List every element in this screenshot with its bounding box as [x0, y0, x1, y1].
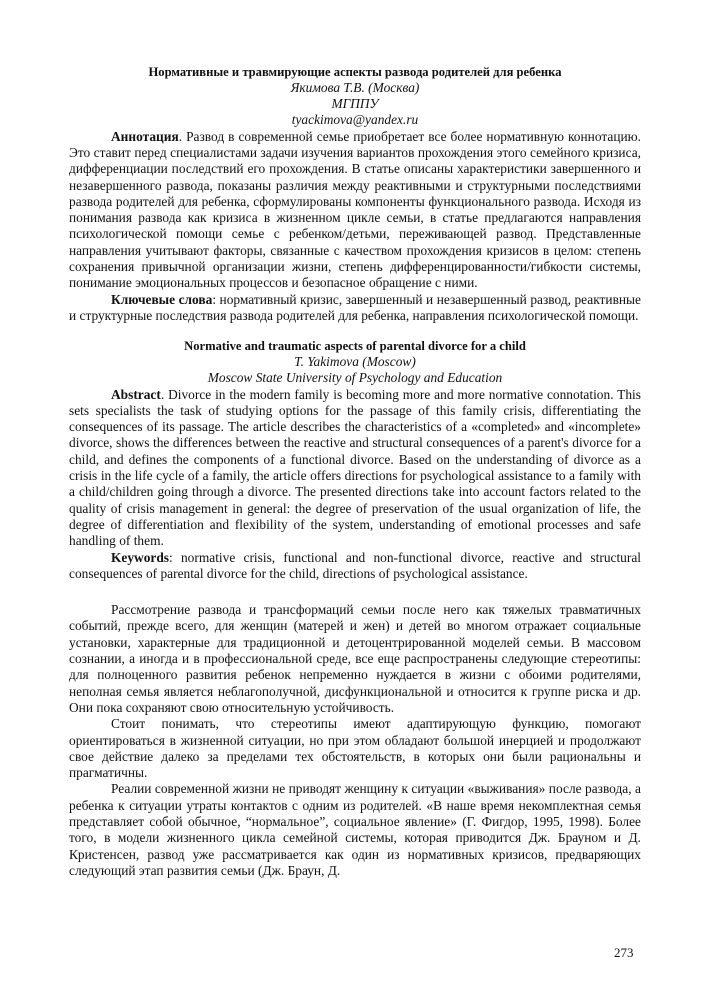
- body-paragraph: Стоит понимать, что стереотипы имеют адаптирующую функцию, помогают ориентироваться в жизненной ситуации, но при этом обладают большой инерцией и продолжают свое действие далеко за пределами тех обстоятельств, в которых они были рациональны и прагматичны.: [69, 716, 641, 781]
- ru-keywords-label: Ключевые слова: [111, 291, 213, 307]
- en-keywords-text: : normative crisis, functional and non-functional divorce, reactive and structural consequences of parental divorce for the child, directions of psychological assistance.: [69, 549, 641, 581]
- body-paragraph: Реалии современной жизни не приводят женщину к ситуации «выживания» после развода, а ребенка к ситуации утраты контактов с одним из родителей. «В наше время некомплектная семья представляет собой обычное, “нормальное”, социальное явление» (Г. Фигдор, 1995, 1998). Более того, в модели жизненного цикла семейной системы, которая приводится Дж. Брауном и Д. Кристенсен, развод уже рассматривается как один из нормативных кризисов, предваряющих следующий этап развития семьи (Дж. Браун, Д.: [69, 781, 641, 878]
- body-paragraph: Рассмотрение развода и трансформаций семьи после него как тяжелых травматичных событий, прежде всего, для женщин (матерей и жен) и детей во многом отражает социальные установки, характерные для традиционной и детоцентрированной моделей семьи. В массовом сознании, а иногда и в профессиональной среде, все еще распространены следующие стереотипы: для полноценного развития ребенок непременно нуждается в жизни с обоими родителями, неполная семья является неблагополучной, дисфункциональной и относится к группе риска и др. Они пока сохраняют свою относительную устойчивость.: [69, 602, 641, 715]
- ru-keywords-text: : нормативный кризис, завершенный и незавершенный развод, реактивные и структурные последствия развода родителей для ребенка, направления психологической помощи.: [69, 291, 641, 323]
- en-author: T. Yakimova (Moscow): [294, 354, 416, 370]
- page-number: 273: [614, 945, 634, 960]
- ru-keywords: [69, 292, 641, 325]
- ru-affiliation: МГППУ: [331, 96, 379, 112]
- ru-abstract-label: Аннотация: [111, 128, 179, 144]
- en-keywords-label: Keywords: [111, 549, 170, 565]
- en-abstract-label: Abstract: [111, 386, 161, 402]
- article-page: [69, 64, 641, 879]
- ru-title: Нормативные и травмирующие аспекты развода родителей для ребенка: [148, 65, 562, 79]
- ru-email: tyackimova@yandex.ru: [291, 112, 419, 128]
- en-title: Normative and traumatic aspects of parental divorce for a child: [184, 339, 526, 354]
- en-abstract: [69, 387, 641, 550]
- ru-abstract: [69, 129, 641, 292]
- ru-author: Якимова Т.В. (Москва): [290, 80, 420, 95]
- ru-abstract-text: . Развод в современной семье приобретает все более нормативную коннотацию. Это ставит перед специалистами задачи изучения вариантов прохождения этого семейного кризиса, дифференциации последствий его прохождения. В статье описаны характеристики завершенного и незавершенного развода, показаны различия между реактивными и структурными последствиями развода родителей для ребенка, сформулированы компоненты функционального развода. Исходя из понимания развода как кризиса в жизненном цикле семьи, в статье предлагаются направления психологической помощи семье с ребенком/детьми, переживающей развод. Представленные направления учитывают факторы, связанные с качеством прохождения кризисов в целом: степень сохранения привычной организации жизни, степень дифференцированности/гибкости системы, понимание эмоциональных процессов и безопасное обращение с ними.: [69, 128, 641, 291]
- en-keywords: [69, 550, 641, 583]
- en-affiliation: Moscow State University of Psychology and Education: [207, 370, 503, 386]
- en-abstract-text: . Divorce in the modern family is becoming more and more normative connotation. This sets specialists the task of studying options for the passage of this family crisis, differentiating the consequences of its passage. The article describes the characteristics of a «completed» and «incomplete» divorce, shows the differences between the reactive and structural consequences of a parent's divorce for a child, and defines the components of a functional divorce. Based on the understanding of divorce as a crisis in the life cycle of a family, the article offers directions for psychological assistance to a family with a child/children going through a divorce. The presented directions take into account factors related to the quality of crisis management in general: the degree of preservation of the usual organization of life, the degree of differentiation and flexibility of the system, understanding of emotional processes and safe handling of them.: [69, 386, 641, 549]
